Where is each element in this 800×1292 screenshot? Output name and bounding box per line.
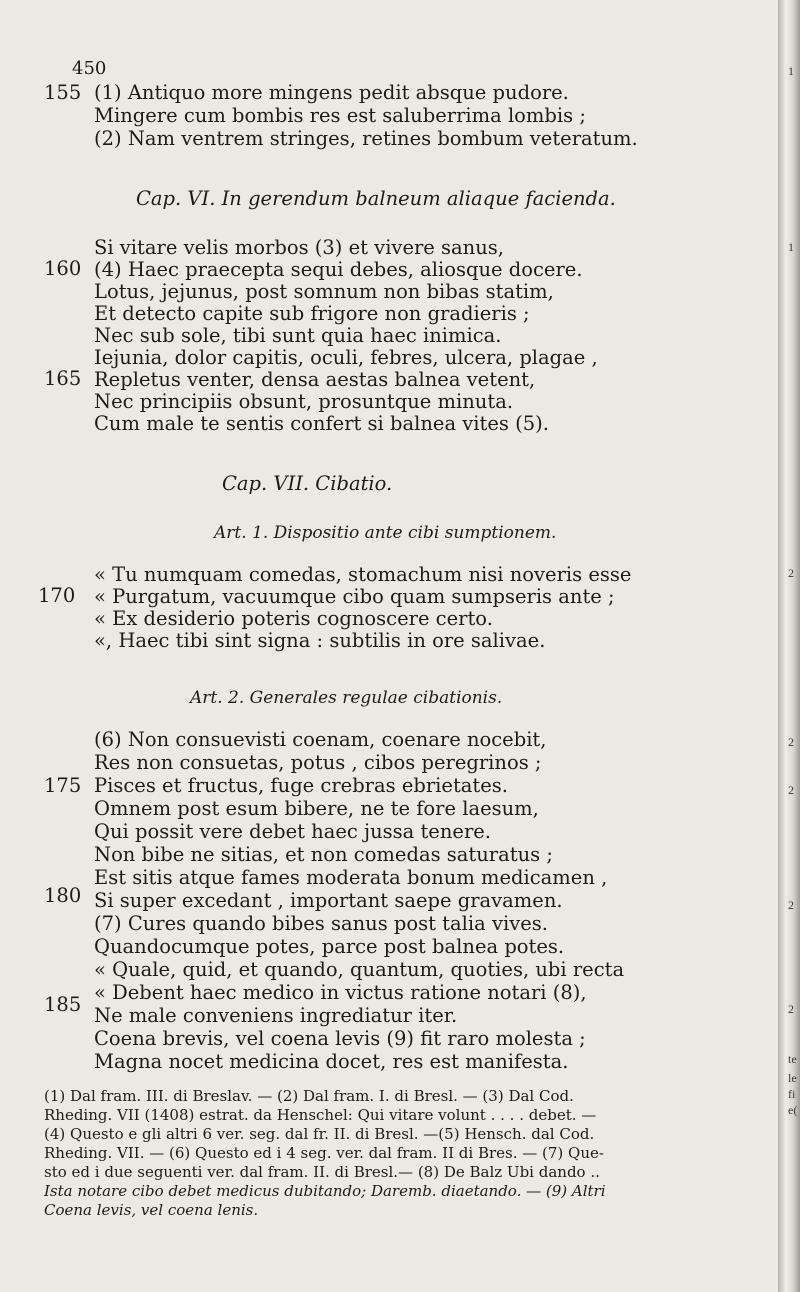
verse-number-155: 155 [44,81,82,104]
verse-number-165: 165 [44,367,82,390]
page-number: 450 [72,58,107,79]
footnote-line: (1) Dal fram. III. di Breslav. — (2) Dal fram. I. di Bresl. — (3) Dal Cod. [44,1087,574,1105]
verse-number-175: 175 [44,774,82,797]
verse-line: Pisces et fructus, fuge crebras ebrietates. [94,774,509,797]
verse-line: Mingere cum bombis res est saluberrima lombis ; [94,104,586,127]
edge-mark: 2 [788,1002,794,1016]
edge-mark: 2 [788,735,794,749]
verse-line: Et detecto capite sub frigore non gradieris ; [94,302,530,325]
edge-mark: e( [788,1103,798,1117]
footnotes [44,1087,774,1220]
verse-number-170: 170 [38,584,76,607]
chapter-heading: Cap. VII. Cibatio. [222,472,393,495]
verse-line: « Ex desiderio poteris cognoscere certo. [94,607,493,630]
verse-line: Si vitare velis morbos (3) et vivere sanus, [94,236,505,259]
footnote-line: Coena levis, vel coena lenis. [44,1201,259,1219]
verse-line: Quandocumque potes, parce post balnea potes. [94,935,565,958]
verse-line: Est sitis atque fames moderata bonum medicamen , [94,866,608,889]
verse-line: Si super excedant , important saepe gravamen. [94,889,563,912]
verse-line: « Quale, quid, et quando, quantum, quoties, ubi recta [94,958,625,981]
verse-number-160: 160 [44,257,82,280]
verse-line: « Purgatum, vacuumque cibo quam sumpseris ante ; [94,585,615,608]
verse-line: (1) Antiquo more mingens pedit absque pudore. [94,81,569,104]
verse-line: Qui possit vere debet haec jussa tenere. [94,820,492,843]
edge-mark: 1 [788,240,794,254]
verse-line: « Tu numquam comedas, stomachum nisi noveris esse [94,563,632,586]
footnote-line: Ista notare cibo debet medicus dubitando; Daremb. diaetando. — (9) Altri [44,1182,606,1200]
verse-line: « Debent haec medico in victus ratione notari (8), [94,981,587,1004]
footnote-line: (4) Questo e gli altri 6 ver. seg. dal fr. II. di Bresl. —(5) Hensch. dal Cod. [44,1125,595,1143]
verse-line: (6) Non consuevisti coenam, coenare nocebit, [94,728,547,751]
verse-line: «, Haec tibi sint signa : subtilis in ore salivae. [94,629,546,652]
edge-mark: 2 [788,783,794,797]
verse-line: (4) Haec praecepta sequi debes, aliosque docere. [94,258,583,281]
edge-mark: 1 [788,64,794,78]
edge-mark: 2 [788,566,794,580]
footnote-line: Rheding. VII (1408) estrat. da Henschel: Qui vitare volunt . . . . debet. — [44,1106,597,1124]
edge-mark: le [788,1071,797,1085]
facing-page-edge [788,0,800,1292]
verse-line: Res non consuetas, potus , cibos peregrinos ; [94,751,542,774]
verse-number-185: 185 [44,993,82,1016]
verse-line: (7) Cures quando bibes sanus post talia vives. [94,912,548,935]
verse-line: Omnem post esum bibere, ne te fore laesum, [94,797,539,820]
edge-mark: te [788,1052,797,1066]
verse-number-180: 180 [44,884,82,907]
verse-line: Cum male te sentis confert si balnea vites (5). [94,412,549,435]
verse-line: Nec principiis obsunt, prosuntque minuta. [94,390,514,413]
article-heading: Art. 1. Dispositio ante cibi sumptionem. [214,523,557,543]
verse-line: Nec sub sole, tibi sunt quia haec inimica. [94,324,502,347]
verse-line: Coena brevis, vel coena levis (9) fit raro molesta ; [94,1027,586,1050]
verse-line: Non bibe ne sitias, et non comedas saturatus ; [94,843,553,866]
verse-line: (2) Nam ventrem stringes, retines bombum veteratum. [94,127,638,150]
article-heading: Art. 2. Generales regulae cibationis. [190,688,503,708]
edge-mark: fi [788,1087,796,1101]
verse-line: Magna nocet medicina docet, res est manifesta. [94,1050,569,1073]
footnote-line: sto ed i due seguenti ver. dal fram. II. di Bresl.— (8) De Balz Ubi dando .. [44,1163,600,1181]
verse-line: Iejunia, dolor capitis, oculi, febres, ulcera, plagae , [94,346,598,369]
edge-mark: 2 [788,898,794,912]
chapter-heading: Cap. VI. In gerendum balneum aliaque facienda. [136,187,616,210]
verse-line: Lotus, jejunus, post somnum non bibas statim, [94,280,554,303]
verse-line: Repletus venter, densa aestas balnea vetent, [94,368,536,391]
verse-line: Ne male conveniens ingrediatur iter. [94,1004,458,1027]
footnote-line: Rheding. VII. — (6) Questo ed i 4 seg. ver. dal fram. II di Bres. — (7) Que- [44,1144,604,1162]
